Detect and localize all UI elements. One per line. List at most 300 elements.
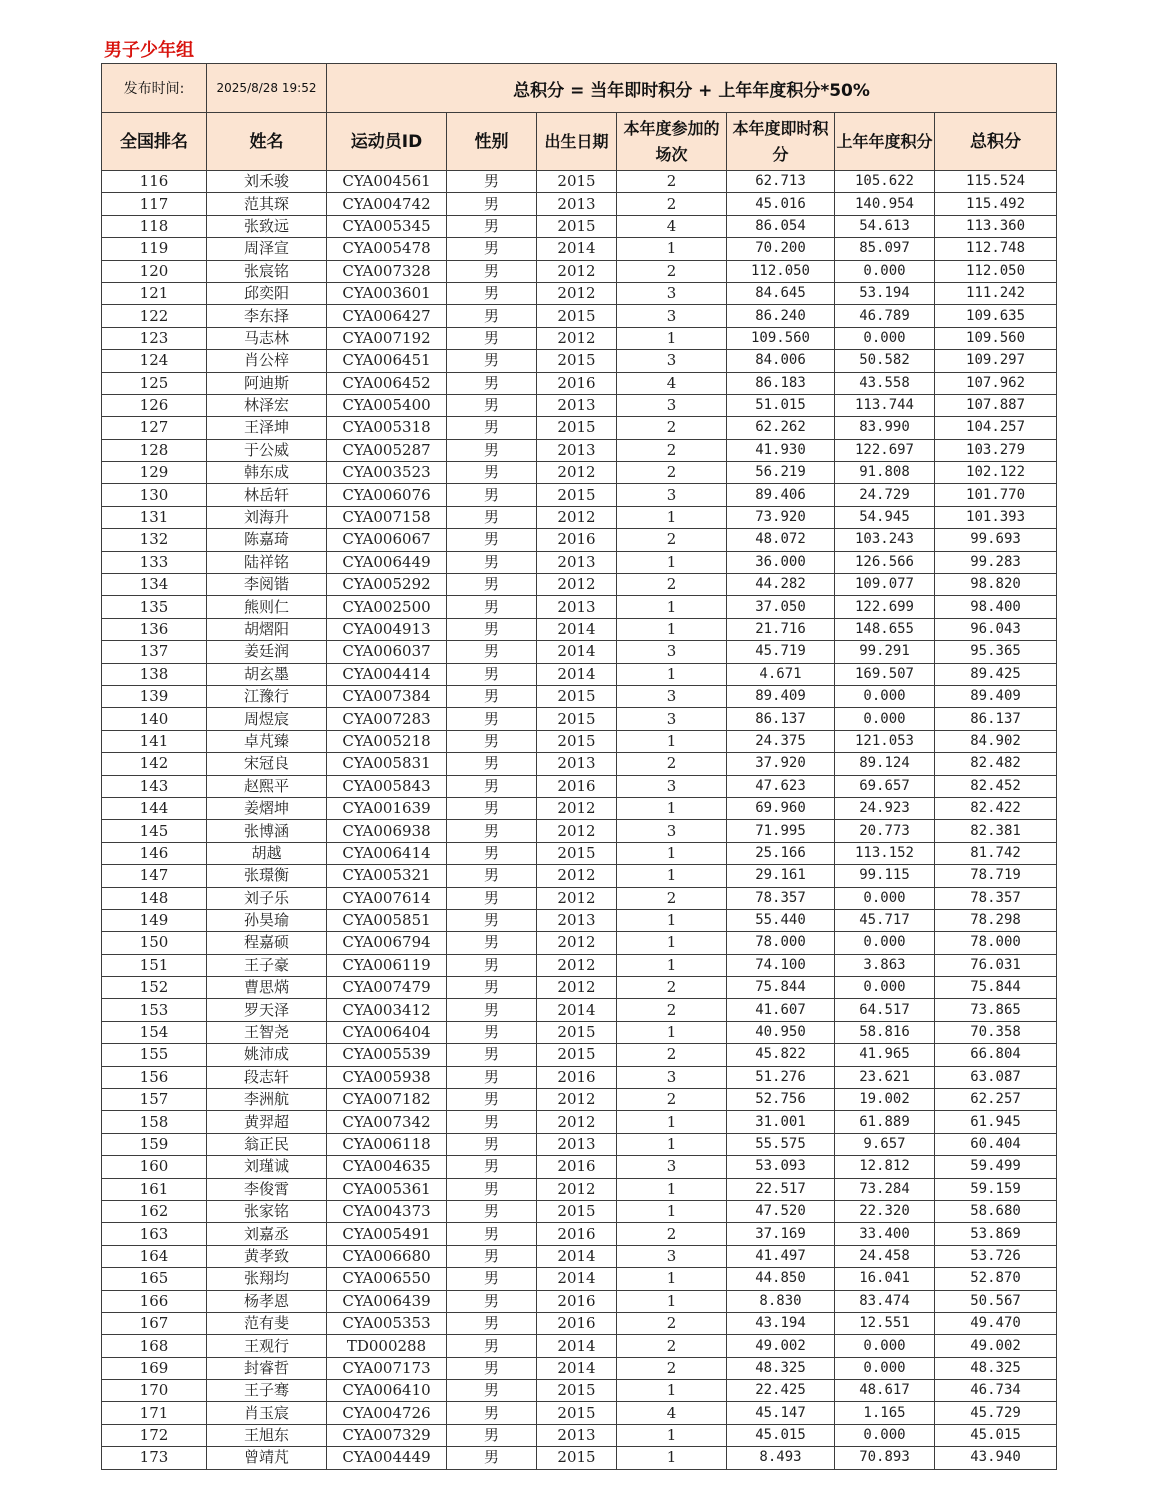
birth-year-cell: 2013 (537, 1133, 617, 1155)
athlete-id-cell: CYA007328 (327, 260, 447, 282)
rank-cell: 136 (102, 618, 207, 640)
birth-year-cell: 2014 (537, 1245, 617, 1267)
table-row (102, 1312, 1057, 1334)
current-points-cell: 47.520 (727, 1200, 835, 1222)
athlete-id-cell: CYA007342 (327, 1111, 447, 1133)
table-row (102, 1268, 1057, 1290)
rank-cell: 158 (102, 1111, 207, 1133)
last-year-points-cell: 0.000 (835, 708, 935, 730)
last-year-points-cell: 0.000 (835, 887, 935, 909)
table-body (102, 171, 1057, 1470)
rank-cell: 134 (102, 574, 207, 596)
col-header-gender: 性别 (447, 113, 537, 171)
birth-year-cell: 2013 (537, 439, 617, 461)
last-year-points-cell: 0.000 (835, 327, 935, 349)
gender-cell: 男 (447, 238, 537, 260)
birth-year-cell: 2014 (537, 1357, 617, 1379)
birth-year-cell: 2015 (537, 1021, 617, 1043)
name-cell: 王智尧 (207, 1021, 327, 1043)
gender-cell: 男 (447, 865, 537, 887)
events-cell: 3 (617, 1066, 727, 1088)
rank-cell: 163 (102, 1223, 207, 1245)
table-row (102, 171, 1057, 193)
table-row (102, 417, 1057, 439)
birth-year-cell: 2016 (537, 1312, 617, 1334)
total-points-cell: 53.869 (935, 1223, 1057, 1245)
current-points-cell: 89.406 (727, 484, 835, 506)
rank-cell: 153 (102, 999, 207, 1021)
total-points-cell: 81.742 (935, 842, 1057, 864)
birth-year-cell: 2013 (537, 596, 617, 618)
gender-cell: 男 (447, 797, 537, 819)
last-year-points-cell: 19.002 (835, 1089, 935, 1111)
current-points-cell: 31.001 (727, 1111, 835, 1133)
name-cell: 范其琛 (207, 193, 327, 215)
total-points-cell: 99.693 (935, 529, 1057, 551)
athlete-id-cell: CYA006414 (327, 842, 447, 864)
events-cell: 2 (617, 574, 727, 596)
current-points-cell: 55.440 (727, 909, 835, 931)
name-cell: 张翔均 (207, 1268, 327, 1290)
gender-cell: 男 (447, 977, 537, 999)
current-points-cell: 51.276 (727, 1066, 835, 1088)
current-points-cell: 84.645 (727, 282, 835, 304)
events-cell: 2 (617, 1335, 727, 1357)
events-cell: 2 (617, 439, 727, 461)
current-points-cell: 86.240 (727, 305, 835, 327)
last-year-points-cell: 89.124 (835, 753, 935, 775)
current-points-cell: 86.183 (727, 372, 835, 394)
table-row (102, 1089, 1057, 1111)
current-points-cell: 62.262 (727, 417, 835, 439)
name-cell: 王观行 (207, 1335, 327, 1357)
table-row (102, 1290, 1057, 1312)
gender-cell: 男 (447, 909, 537, 931)
gender-cell: 男 (447, 529, 537, 551)
athlete-id-cell: CYA004449 (327, 1447, 447, 1469)
total-points-cell: 61.945 (935, 1111, 1057, 1133)
events-cell: 3 (617, 484, 727, 506)
rank-cell: 165 (102, 1268, 207, 1290)
meta-row (102, 64, 1057, 113)
birth-year-cell: 2016 (537, 529, 617, 551)
rank-cell: 159 (102, 1133, 207, 1155)
group-title: 男子少年组 (104, 40, 194, 61)
gender-cell: 男 (447, 641, 537, 663)
rank-cell: 118 (102, 215, 207, 237)
athlete-id-cell: CYA004414 (327, 663, 447, 685)
rank-cell: 156 (102, 1066, 207, 1088)
total-points-cell: 101.393 (935, 506, 1057, 528)
athlete-id-cell: CYA006037 (327, 641, 447, 663)
rank-cell: 130 (102, 484, 207, 506)
current-points-cell: 37.050 (727, 596, 835, 618)
table-row (102, 685, 1057, 707)
birth-year-cell: 2012 (537, 506, 617, 528)
rank-cell: 123 (102, 327, 207, 349)
name-cell: 曾靖芃 (207, 1447, 327, 1469)
current-points-cell: 45.719 (727, 641, 835, 663)
total-points-cell: 104.257 (935, 417, 1057, 439)
last-year-points-cell: 122.697 (835, 439, 935, 461)
last-year-points-cell: 24.458 (835, 1245, 935, 1267)
current-points-cell: 109.560 (727, 327, 835, 349)
table-row (102, 641, 1057, 663)
current-points-cell: 41.930 (727, 439, 835, 461)
table-row (102, 193, 1057, 215)
athlete-id-cell: CYA005938 (327, 1066, 447, 1088)
table-row (102, 394, 1057, 416)
name-cell: 姚沛成 (207, 1044, 327, 1066)
table-row (102, 954, 1057, 976)
name-cell: 陆祥铭 (207, 551, 327, 573)
name-cell: 张宸铭 (207, 260, 327, 282)
events-cell: 1 (617, 506, 727, 528)
events-cell: 2 (617, 977, 727, 999)
gender-cell: 男 (447, 1200, 537, 1222)
name-cell: 刘禾骏 (207, 171, 327, 193)
total-points-cell: 48.325 (935, 1357, 1057, 1379)
current-points-cell: 25.166 (727, 842, 835, 864)
gender-cell: 男 (447, 1424, 537, 1446)
total-points-cell: 101.770 (935, 484, 1057, 506)
table-row (102, 260, 1057, 282)
current-points-cell: 45.015 (727, 1424, 835, 1446)
rank-cell: 144 (102, 797, 207, 819)
current-points-cell: 44.282 (727, 574, 835, 596)
rank-cell: 151 (102, 954, 207, 976)
total-points-cell: 82.452 (935, 775, 1057, 797)
athlete-id-cell: CYA007158 (327, 506, 447, 528)
last-year-points-cell: 0.000 (835, 260, 935, 282)
total-points-cell: 89.409 (935, 685, 1057, 707)
current-points-cell: 37.920 (727, 753, 835, 775)
current-points-cell: 8.493 (727, 1447, 835, 1469)
rank-cell: 132 (102, 529, 207, 551)
rank-cell: 128 (102, 439, 207, 461)
athlete-id-cell: CYA005851 (327, 909, 447, 931)
rank-cell: 127 (102, 417, 207, 439)
birth-year-cell: 2015 (537, 417, 617, 439)
name-cell: 肖玉宸 (207, 1402, 327, 1424)
events-cell: 1 (617, 865, 727, 887)
athlete-id-cell: CYA006680 (327, 1245, 447, 1267)
rank-cell: 117 (102, 193, 207, 215)
total-points-cell: 107.887 (935, 394, 1057, 416)
athlete-id-cell: CYA005353 (327, 1312, 447, 1334)
table-row (102, 596, 1057, 618)
col-header-total-points: 总积分 (935, 113, 1057, 171)
athlete-id-cell: CYA005292 (327, 574, 447, 596)
total-points-cell: 59.499 (935, 1156, 1057, 1178)
events-cell: 1 (617, 1268, 727, 1290)
name-cell: 李阅锴 (207, 574, 327, 596)
name-cell: 胡玄墨 (207, 663, 327, 685)
table-row (102, 1021, 1057, 1043)
athlete-id-cell: CYA003601 (327, 282, 447, 304)
rank-cell: 139 (102, 685, 207, 707)
athlete-id-cell: CYA007182 (327, 1089, 447, 1111)
rank-cell: 135 (102, 596, 207, 618)
rank-cell: 140 (102, 708, 207, 730)
gender-cell: 男 (447, 618, 537, 640)
total-points-cell: 103.279 (935, 439, 1057, 461)
current-points-cell: 48.325 (727, 1357, 835, 1379)
col-header-last-year-points: 上年年度积分 (835, 113, 935, 171)
rank-cell: 122 (102, 305, 207, 327)
release-label: 发布时间: (102, 64, 207, 113)
total-points-cell: 102.122 (935, 462, 1057, 484)
name-cell: 林岳轩 (207, 484, 327, 506)
table-row (102, 932, 1057, 954)
gender-cell: 男 (447, 887, 537, 909)
table-row (102, 238, 1057, 260)
gender-cell: 男 (447, 1066, 537, 1088)
birth-year-cell: 2012 (537, 932, 617, 954)
birth-year-cell: 2016 (537, 372, 617, 394)
current-points-cell: 73.920 (727, 506, 835, 528)
name-cell: 周煜宸 (207, 708, 327, 730)
athlete-id-cell: CYA005400 (327, 394, 447, 416)
current-points-cell: 41.497 (727, 1245, 835, 1267)
total-points-cell: 84.902 (935, 730, 1057, 752)
name-cell: 胡熠阳 (207, 618, 327, 640)
athlete-id-cell: CYA006067 (327, 529, 447, 551)
name-cell: 陈嘉琦 (207, 529, 327, 551)
current-points-cell: 112.050 (727, 260, 835, 282)
last-year-points-cell: 70.893 (835, 1447, 935, 1469)
gender-cell: 男 (447, 260, 537, 282)
header-row (102, 113, 1057, 171)
total-points-cell: 52.870 (935, 1268, 1057, 1290)
table-row (102, 305, 1057, 327)
current-points-cell: 56.219 (727, 462, 835, 484)
events-cell: 4 (617, 372, 727, 394)
formula-cell: 总积分 = 当年即时积分 + 上年年度积分*50% (327, 64, 1057, 113)
birth-year-cell: 2015 (537, 484, 617, 506)
events-cell: 1 (617, 842, 727, 864)
name-cell: 程嘉硕 (207, 932, 327, 954)
current-points-cell: 45.016 (727, 193, 835, 215)
current-points-cell: 47.623 (727, 775, 835, 797)
total-points-cell: 98.820 (935, 574, 1057, 596)
events-cell: 3 (617, 282, 727, 304)
current-points-cell: 69.960 (727, 797, 835, 819)
events-cell: 4 (617, 1402, 727, 1424)
table-row (102, 506, 1057, 528)
athlete-id-cell: CYA007384 (327, 685, 447, 707)
current-points-cell: 51.015 (727, 394, 835, 416)
table-row (102, 1223, 1057, 1245)
total-points-cell: 98.400 (935, 596, 1057, 618)
total-points-cell: 115.492 (935, 193, 1057, 215)
table-row (102, 551, 1057, 573)
events-cell: 2 (617, 999, 727, 1021)
current-points-cell: 52.756 (727, 1089, 835, 1111)
events-cell: 2 (617, 1044, 727, 1066)
last-year-points-cell: 24.923 (835, 797, 935, 819)
gender-cell: 男 (447, 730, 537, 752)
col-header-rank: 全国排名 (102, 113, 207, 171)
last-year-points-cell: 12.812 (835, 1156, 935, 1178)
table-row (102, 663, 1057, 685)
gender-cell: 男 (447, 1335, 537, 1357)
events-cell: 1 (617, 618, 727, 640)
gender-cell: 男 (447, 1178, 537, 1200)
events-cell: 2 (617, 753, 727, 775)
rank-cell: 146 (102, 842, 207, 864)
birth-year-cell: 2012 (537, 887, 617, 909)
table-row (102, 842, 1057, 864)
current-points-cell: 48.072 (727, 529, 835, 551)
rank-cell: 125 (102, 372, 207, 394)
current-points-cell: 74.100 (727, 954, 835, 976)
total-points-cell: 78.298 (935, 909, 1057, 931)
events-cell: 3 (617, 820, 727, 842)
rank-cell: 131 (102, 506, 207, 528)
gender-cell: 男 (447, 663, 537, 685)
table-row (102, 1111, 1057, 1133)
last-year-points-cell: 16.041 (835, 1268, 935, 1290)
total-points-cell: 45.729 (935, 1402, 1057, 1424)
name-cell: 段志轩 (207, 1066, 327, 1088)
rank-cell: 147 (102, 865, 207, 887)
name-cell: 刘海升 (207, 506, 327, 528)
birth-year-cell: 2014 (537, 1335, 617, 1357)
table-row (102, 887, 1057, 909)
athlete-id-cell: CYA006404 (327, 1021, 447, 1043)
events-cell: 2 (617, 887, 727, 909)
name-cell: 张璟衡 (207, 865, 327, 887)
rank-cell: 119 (102, 238, 207, 260)
birth-year-cell: 2013 (537, 753, 617, 775)
rank-cell: 129 (102, 462, 207, 484)
birth-year-cell: 2012 (537, 797, 617, 819)
current-points-cell: 86.054 (727, 215, 835, 237)
events-cell: 1 (617, 1178, 727, 1200)
current-points-cell: 29.161 (727, 865, 835, 887)
name-cell: 姜廷润 (207, 641, 327, 663)
last-year-points-cell: 9.657 (835, 1133, 935, 1155)
gender-cell: 男 (447, 708, 537, 730)
birth-year-cell: 2012 (537, 282, 617, 304)
name-cell: 刘子乐 (207, 887, 327, 909)
birth-year-cell: 2014 (537, 999, 617, 1021)
birth-year-cell: 2015 (537, 1200, 617, 1222)
gender-cell: 男 (447, 753, 537, 775)
name-cell: 肖公梓 (207, 350, 327, 372)
last-year-points-cell: 105.622 (835, 171, 935, 193)
athlete-id-cell: CYA007173 (327, 1357, 447, 1379)
rank-cell: 116 (102, 171, 207, 193)
gender-cell: 男 (447, 394, 537, 416)
events-cell: 3 (617, 394, 727, 416)
total-points-cell: 112.748 (935, 238, 1057, 260)
gender-cell: 男 (447, 1380, 537, 1402)
table-row (102, 215, 1057, 237)
last-year-points-cell: 33.400 (835, 1223, 935, 1245)
rank-cell: 141 (102, 730, 207, 752)
table-row (102, 462, 1057, 484)
events-cell: 1 (617, 663, 727, 685)
athlete-id-cell: CYA003412 (327, 999, 447, 1021)
gender-cell: 男 (447, 1133, 537, 1155)
events-cell: 1 (617, 238, 727, 260)
birth-year-cell: 2013 (537, 909, 617, 931)
last-year-points-cell: 73.284 (835, 1178, 935, 1200)
total-points-cell: 82.381 (935, 820, 1057, 842)
events-cell: 3 (617, 350, 727, 372)
birth-year-cell: 2012 (537, 462, 617, 484)
athlete-id-cell: CYA006451 (327, 350, 447, 372)
athlete-id-cell: CYA005361 (327, 1178, 447, 1200)
last-year-points-cell: 46.789 (835, 305, 935, 327)
last-year-points-cell: 99.115 (835, 865, 935, 887)
rank-cell: 170 (102, 1380, 207, 1402)
table-row (102, 775, 1057, 797)
athlete-id-cell: CYA006118 (327, 1133, 447, 1155)
birth-year-cell: 2016 (537, 1066, 617, 1088)
rank-cell: 148 (102, 887, 207, 909)
gender-cell: 男 (447, 1312, 537, 1334)
events-cell: 2 (617, 1223, 727, 1245)
total-points-cell: 113.360 (935, 215, 1057, 237)
athlete-id-cell: CYA005345 (327, 215, 447, 237)
current-points-cell: 8.830 (727, 1290, 835, 1312)
name-cell: 阿迪斯 (207, 372, 327, 394)
total-points-cell: 109.560 (935, 327, 1057, 349)
name-cell: 张博涵 (207, 820, 327, 842)
last-year-points-cell: 169.507 (835, 663, 935, 685)
gender-cell: 男 (447, 372, 537, 394)
col-header-birth-date: 出生日期 (537, 113, 617, 171)
name-cell: 杨孝恩 (207, 1290, 327, 1312)
total-points-cell: 82.422 (935, 797, 1057, 819)
last-year-points-cell: 53.194 (835, 282, 935, 304)
rank-cell: 155 (102, 1044, 207, 1066)
events-cell: 1 (617, 932, 727, 954)
current-points-cell: 4.671 (727, 663, 835, 685)
gender-cell: 男 (447, 685, 537, 707)
athlete-id-cell: TD000288 (327, 1335, 447, 1357)
gender-cell: 男 (447, 282, 537, 304)
current-points-cell: 40.950 (727, 1021, 835, 1043)
gender-cell: 男 (447, 574, 537, 596)
release-time: 2025/8/28 19:52 (207, 64, 327, 113)
gender-cell: 男 (447, 775, 537, 797)
athlete-id-cell: CYA005218 (327, 730, 447, 752)
last-year-points-cell: 0.000 (835, 932, 935, 954)
birth-year-cell: 2015 (537, 708, 617, 730)
last-year-points-cell: 85.097 (835, 238, 935, 260)
athlete-id-cell: CYA006550 (327, 1268, 447, 1290)
gender-cell: 男 (447, 215, 537, 237)
current-points-cell: 75.844 (727, 977, 835, 999)
gender-cell: 男 (447, 1290, 537, 1312)
gender-cell: 男 (447, 506, 537, 528)
gender-cell: 男 (447, 551, 537, 573)
table-row (102, 730, 1057, 752)
table-row (102, 1066, 1057, 1088)
birth-year-cell: 2014 (537, 238, 617, 260)
birth-year-cell: 2016 (537, 1290, 617, 1312)
athlete-id-cell: CYA004913 (327, 618, 447, 640)
col-header-name: 姓名 (207, 113, 327, 171)
events-cell: 4 (617, 215, 727, 237)
athlete-id-cell: CYA006452 (327, 372, 447, 394)
last-year-points-cell: 109.077 (835, 574, 935, 596)
last-year-points-cell: 99.291 (835, 641, 935, 663)
